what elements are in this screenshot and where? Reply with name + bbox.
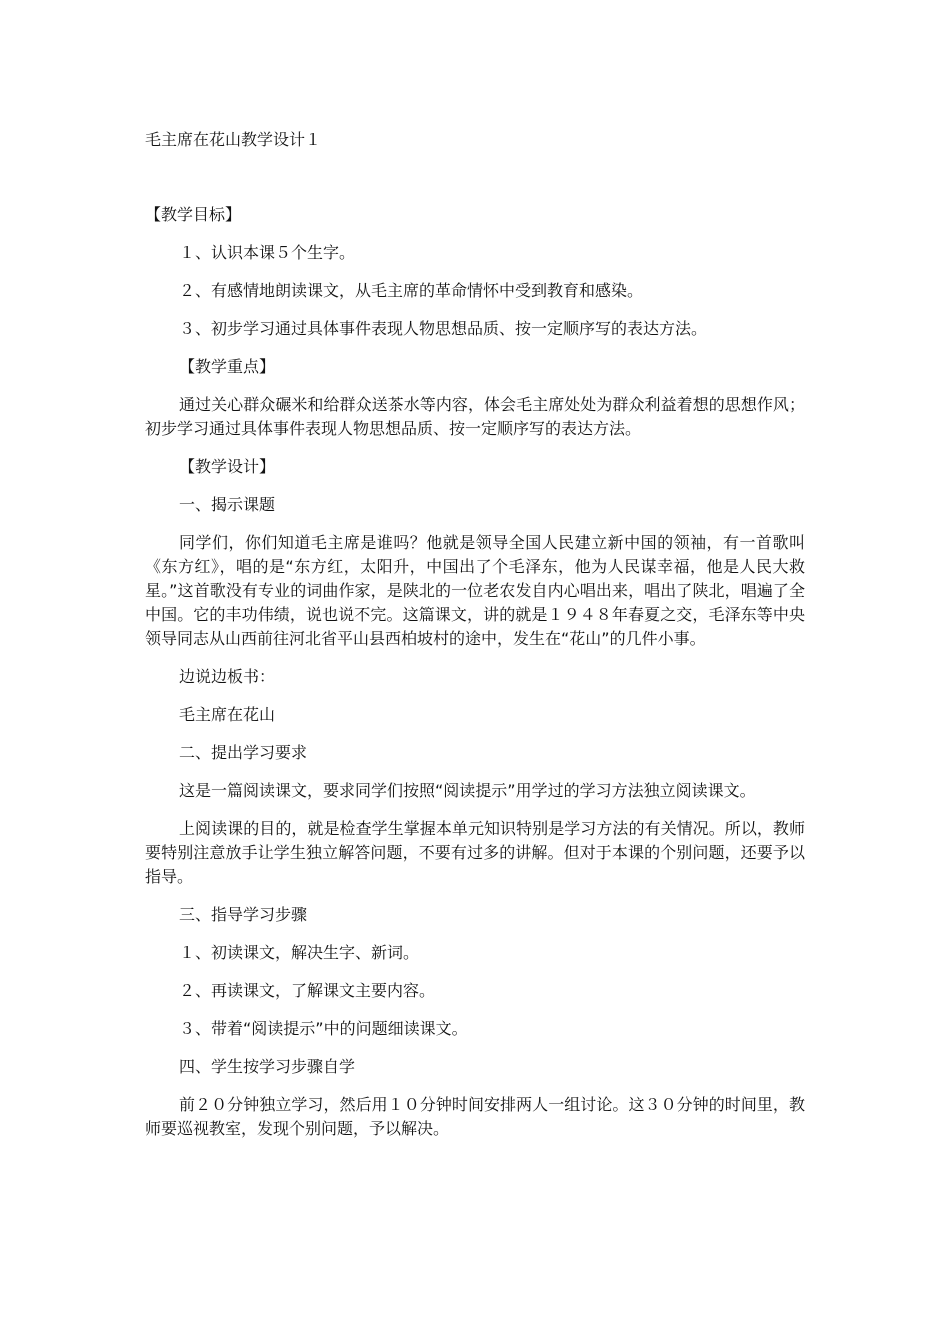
objective-item-1: １、认识本课５个生字。 (179, 243, 356, 262)
objective-item-3: ３、初步学习通过具体事件表现人物思想品质、按一定顺序写的表达方法。 (179, 319, 708, 338)
board-writing-title: 毛主席在花山 (179, 705, 276, 724)
document-body (145, 203, 805, 1155)
guide-item-2: ２、再读课文，了解课文主要内容。 (179, 981, 436, 1000)
purpose-paragraph: 上阅读课的目的，就是检查学生掌握本单元知识特别是学习方法的有关情况。所以，教师要特别注意放手让学生独立解答问题，不要有过多的讲解。但对于本课的个别问题，还要予以指导。 (145, 819, 805, 886)
key-points-paragraph: 通过关心群众碾米和给群众送茶水等内容，体会毛主席处处为群众利益着想的思想作风；初步学习通过具体事件表现人物思想品质、按一定顺序写的表达方法。 (145, 395, 805, 438)
step-heading-3: 三、指导学习步骤 (179, 905, 308, 924)
document-title: 毛主席在花山教学设计１ (145, 130, 322, 149)
step-heading-1: 一、揭示课题 (179, 495, 276, 514)
section-heading-key-points: 【教学重点】 (179, 357, 276, 376)
requirement-paragraph: 这是一篇阅读课文，要求同学们按照“阅读提示”用学过的学习方法独立阅读课文。 (179, 781, 756, 800)
step-heading-2: 二、提出学习要求 (179, 743, 308, 762)
guide-item-3: ３、带着“阅读提示”中的问题细读课文。 (179, 1019, 468, 1038)
step-heading-4: 四、学生按学习步骤自学 (179, 1057, 356, 1076)
section-heading-objectives: 【教学目标】 (145, 205, 242, 224)
objective-item-2: ２、有感情地朗读课文，从毛主席的革命情怀中受到教育和感染。 (179, 281, 644, 300)
guide-item-1: １、初读课文，解决生字、新词。 (179, 943, 420, 962)
board-writing-note: 边说边板书： (179, 667, 276, 686)
intro-paragraph: 同学们，你们知道毛主席是谁吗？他就是领导全国人民建立新中国的领袖，有一首歌叫《东方红》，唱的是“东方红，太阳升，中国出了个毛泽东，他为人民谋幸福，他是人民大救星。”这首歌没有专业的词曲作家，是陕北的一位老农发自内心唱出来，唱出了陕北，唱遍了全中国。它的丰功伟绩，说也说不完。这篇课文，讲的就是１９４８年春夏之交，毛泽东等中央领导同志从山西前往河北省平山县西柏坡村的途中，发生在“花山”的几件小事。 (145, 533, 805, 648)
self-study-paragraph: 前２０分钟独立学习，然后用１０分钟时间安排两人一组讨论。这３０分钟的时间里，教师要巡视教室，发现个别问题，予以解决。 (145, 1095, 805, 1138)
section-heading-design: 【教学设计】 (179, 457, 276, 476)
